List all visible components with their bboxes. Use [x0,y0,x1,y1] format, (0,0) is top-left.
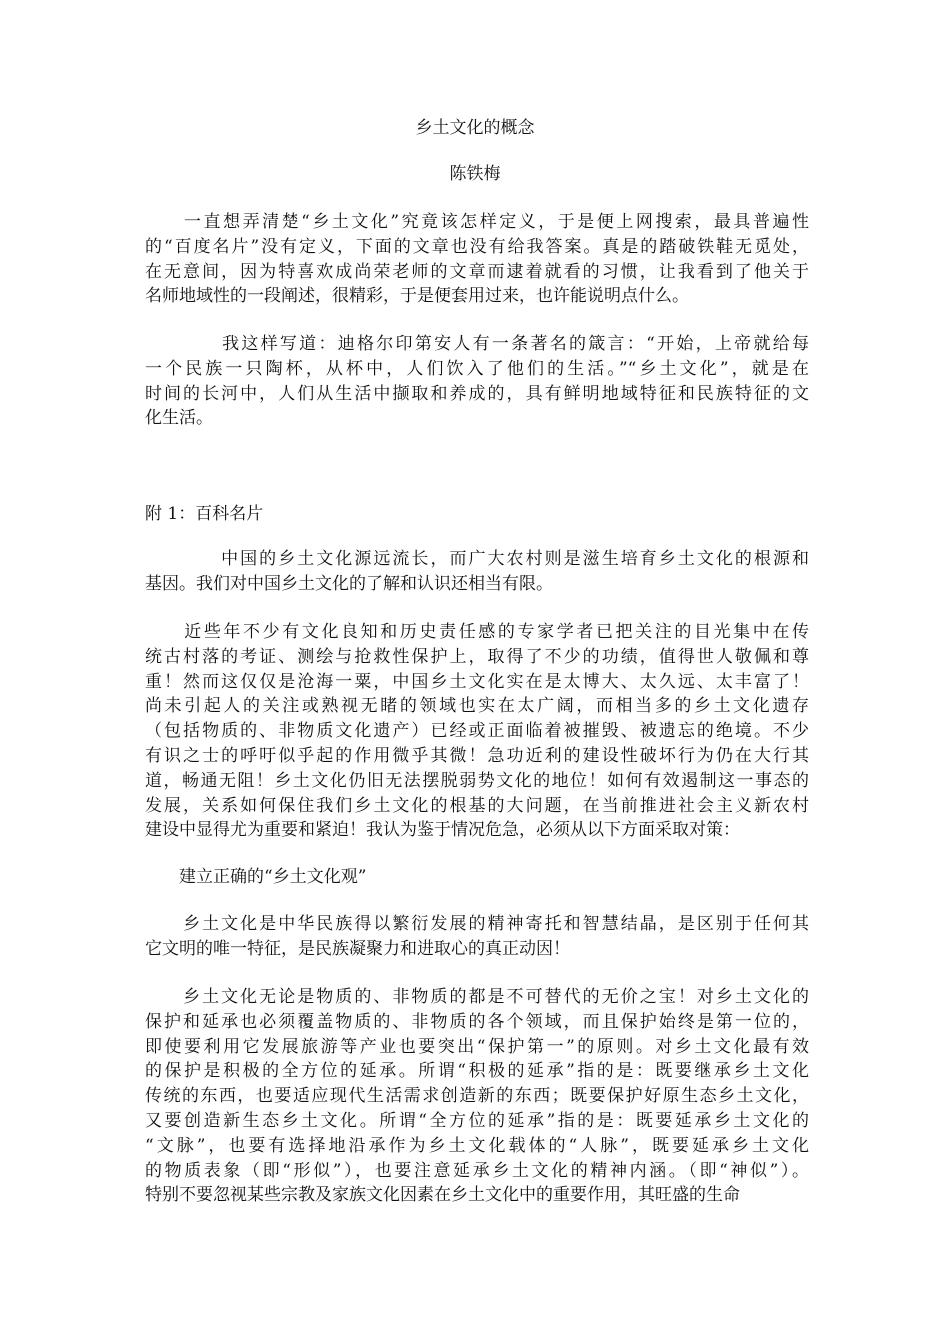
paragraph-line: 乡土文化是中华民族得以繁衍发展的精神寄托和智慧结晶，是区别于任何其 [145,914,809,934]
paragraph-line: 发展，关系如何保住我们乡土文化的根基的大问题，在当前推进社会主义新农村 [145,795,809,816]
paragraph-line: 统古村落的考证、测绘与抢救性保护上，取得了不少的功绩，值得世人敬佩和尊 [145,646,809,667]
body-paragraph [145,547,809,597]
document-author: 陈铁梅 [449,164,501,184]
paragraph-line: 乡土文化无论是物质的、非物质的都是不可替代的无价之宝！对乡土文化的 [145,987,809,1007]
body-paragraph [145,332,809,431]
paragraph-line: 道，畅通无阻！乡土文化仍旧无法摆脱弱势文化的地位！如何有效遏制这一事态的 [145,770,809,791]
paragraph-line: 基因。我们对中国乡土文化的了解和认识还相当有限。 [145,573,553,594]
body-paragraph [145,985,809,1208]
paragraph-line: 传统的东西，也要适应现代生活需求创造新的东西；既要保护好原生态乡土文化， [145,1086,809,1107]
paragraph-line: 它文明的唯一特征，是民族凝聚力和进取心的真正动因！ [145,938,570,959]
paragraph-line: “文脉”，也要有选择地沿承作为乡土文化载体的“人脉”，既要延承乡土文化 [145,1135,809,1156]
paragraph-line: 近些年不少有文化良知和历史责任感的专家学者已把关注的目光集中在传 [145,622,809,642]
paragraph-line: 重！然而这仅仅是沧海一粟，中国乡土文化实在是太博大、太久远、太丰富了！ [145,671,809,692]
paragraph-line: 附 1：百科名片 [145,504,264,524]
paragraph-line: 中国的乡土文化源远流长，而广大农村则是滋生培育乡土文化的根源和 [145,549,809,569]
paragraph-line: 在无意间，因为特喜欢成尚荣老师的文章而逮着就看的习惯，让我看到了他关于 [145,261,809,282]
paragraph-line: 我这样写道：迪格尔印第安人有一条著名的箴言：“开始，上帝就给每 [145,334,809,354]
body-paragraph [145,865,809,890]
paragraph-line: 化生活。 [145,408,213,429]
paragraph-line: 有识之士的呼吁似乎起的作用微乎其微！急功近利的建设性破坏行为仍在大行其 [145,745,809,766]
body-paragraph [145,502,809,527]
paragraph-line: 保护和延承也必须覆盖物质的、非物质的各个领域，而且保护始终是第一位的， [145,1011,809,1032]
paragraph-line: 的保护是积极的全方位的延承。所谓“积极的延承”指的是：既要继承乡土文化 [145,1061,809,1082]
paragraph-line: 的“百度名片”没有定义，下面的文章也没有给我答案。真是的踏破铁鞋无觅处， [145,236,809,257]
paragraph-line: 一直想弄清楚“乡土文化”究竟该怎样定义，于是便上网搜索，最具普遍性 [145,212,809,232]
paragraph-line: 即使要利用它发展旅游等产业也要突出“保护第一”的原则。对乡土文化最有效 [145,1036,809,1057]
body-paragraph [145,912,809,962]
document-title: 乡土文化的概念 [415,118,535,138]
paragraph-line: 时间的长河中，人们从生活中撷取和养成的，具有鲜明地域特征和民族特征的文 [145,383,809,404]
paragraph-line: 建立正确的“乡土文化观” [145,867,367,887]
paragraph-line: （包括物质的、非物质文化遗产）已经或正面临着被摧毁、被遗忘的绝境。不少 [145,721,809,742]
paragraph-line: 的物质表象（即“形似”），也要注意延承乡土文化的精神内涵。（即“神似”）。 [145,1160,809,1181]
body-paragraph [145,620,809,843]
paragraph-line: 又要创造新生态乡土文化。所谓“全方位的延承”指的是：既要延承乡土文化的 [145,1110,809,1131]
paragraph-line: 特别不要忽视某些宗教及家族文化因素在乡土文化中的重要作用，其旺盛的生命 [145,1185,740,1206]
paragraph-line: 建设中显得尤为重要和紧迫！我认为鉴于情况危急，必须从以下方面采取对策： [145,820,740,841]
paragraph-line: 一个民族一只陶杯，从杯中，人们饮入了他们的生活。”“乡土文化”，就是在 [145,358,809,379]
paragraph-line: 名师地域性的一段阐述，很精彩，于是便套用过来，也许能说明点什么。 [145,286,689,307]
body-paragraph [145,210,809,309]
paragraph-line: 尚未引起人的关注或熟视无睹的领域也实在太广阔，而相当多的乡土文化遗存 [145,696,809,717]
